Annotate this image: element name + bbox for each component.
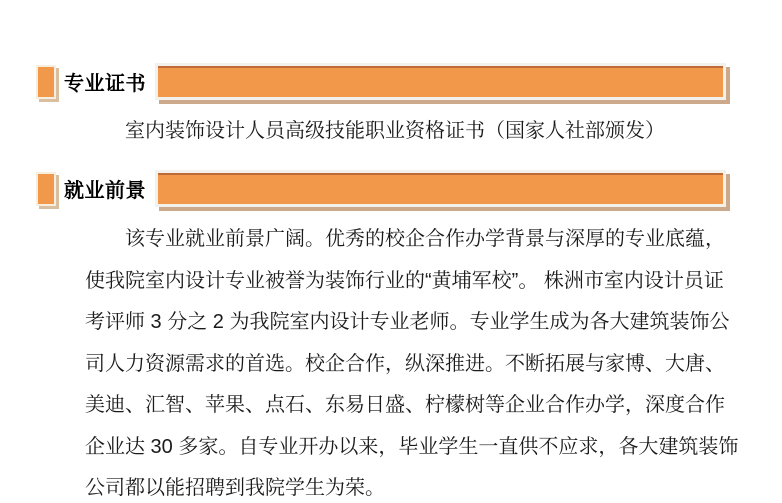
text-line: 该专业就业前景广阔。优秀的校企合作办学背景与深厚的专业底蕴，	[125, 228, 725, 250]
banner-bar	[155, 63, 726, 100]
section-header-employment	[36, 170, 726, 207]
accent-square-icon	[36, 65, 56, 99]
text-line: 企业达 30 多家。自专业开办以来，毕业学生一直供不应求，各大建筑装饰	[85, 435, 739, 458]
banner-bar	[155, 170, 726, 207]
section-header-certificate	[36, 63, 726, 100]
text-line: 考评师 3 分之 2 为我院室内设计专业老师。专业学生成为各大建筑装饰公	[85, 311, 730, 333]
certificate-text: 室内装饰设计人员高级技能职业资格证书（国家人社部颁发）	[125, 120, 665, 142]
section-employment	[0, 170, 782, 503]
text-line: 公司都以能招聘到我院学生为荣。	[85, 477, 385, 499]
text-line: 使我院室内设计专业被誉为装饰行业的“黄埔军校”。 株洲市室内设计员证	[85, 269, 724, 292]
text-line: 司人力资源需求的首选。校企合作，纵深推进。不断拓展与家博、大唐、	[85, 352, 725, 375]
text-line: 美迪、汇智、苹果、点石、东易日盛、柠檬树等企业合作办学，深度合作	[85, 394, 725, 416]
accent-square-icon	[36, 172, 56, 206]
section-certificate	[0, 63, 782, 146]
section-title-certificate: 专业证书	[64, 73, 146, 95]
section-title-employment: 就业前景	[64, 180, 146, 202]
employment-paragraph	[85, 219, 739, 503]
